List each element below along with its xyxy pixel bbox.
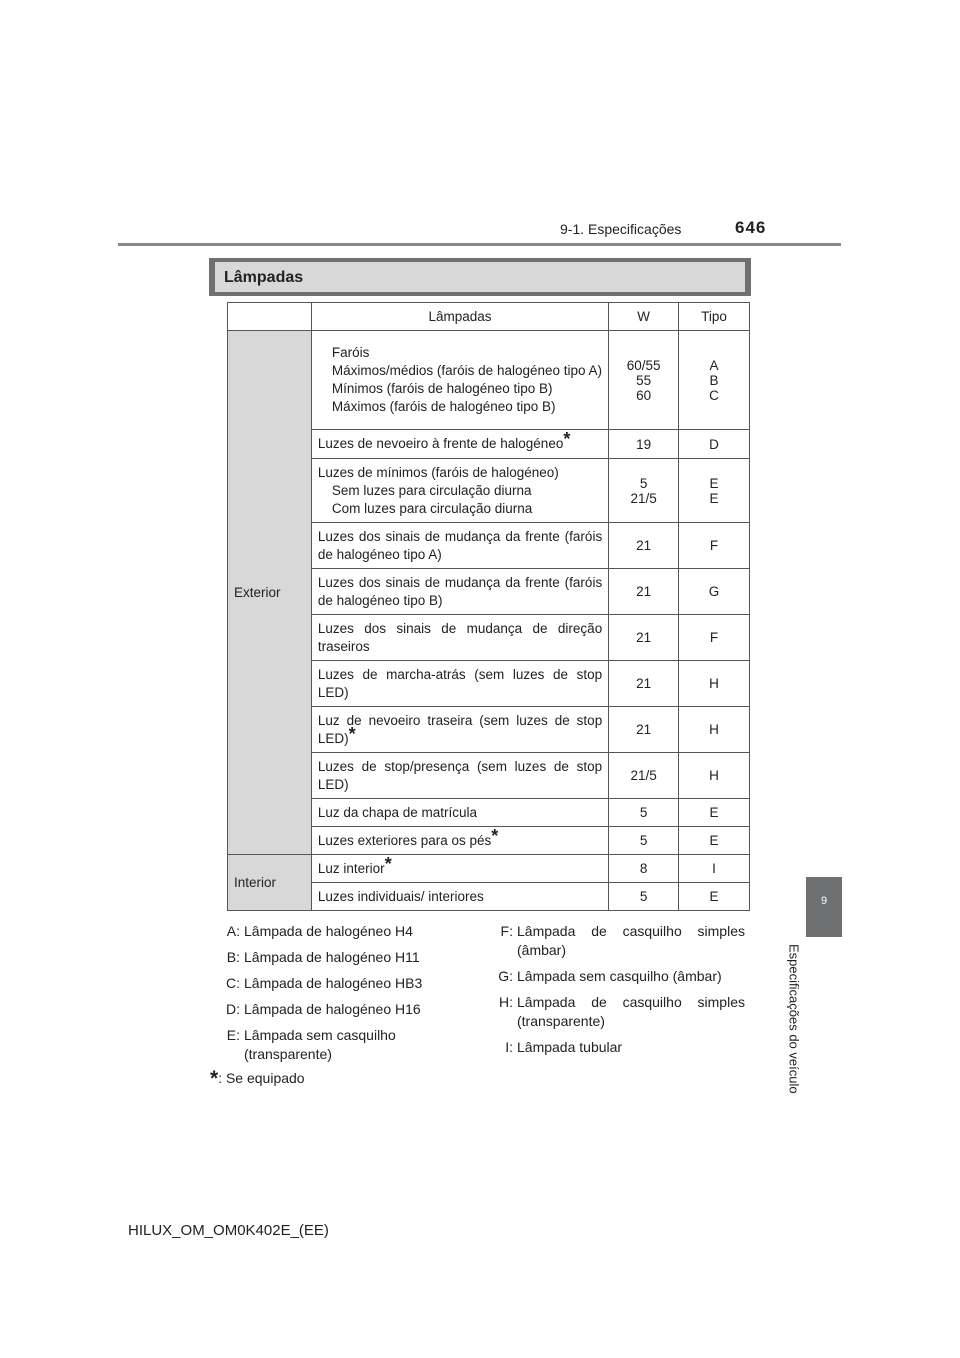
legend-key: F: xyxy=(500,923,513,939)
legend-text: Lâmpada tubular xyxy=(517,1039,623,1055)
legend-item xyxy=(220,1026,450,1064)
wattage-cell xyxy=(609,331,679,430)
type-cell: F xyxy=(679,523,750,569)
bulb-description xyxy=(311,707,608,753)
desc-line: Sem luzes para circulação diurna xyxy=(331,482,532,498)
wattage-cell: 21 xyxy=(609,615,679,661)
chapter-side-label xyxy=(782,944,806,1114)
legend-text: Lâmpada de halogéneo H11 xyxy=(244,949,420,965)
wattage-cell: 5 xyxy=(609,799,679,827)
wattage-cell: 19 xyxy=(609,430,679,459)
type-cell: I xyxy=(679,855,750,883)
desc-line: Máximos (faróis de halogéneo tipo B) xyxy=(331,399,556,414)
legend-key: B: xyxy=(226,949,240,965)
desc-line: Luzes de mínimos (faróis de halogéneo) xyxy=(317,464,559,480)
legend-text: (transparente) xyxy=(517,1013,605,1029)
legend-item xyxy=(493,967,745,986)
chapter-side-label-text: Especificações do veículo xyxy=(786,944,802,1094)
bulb-description xyxy=(311,459,608,523)
type-cell: H xyxy=(679,707,750,753)
type-value: A xyxy=(709,357,719,373)
desc-text: Luzes exteriores para os pés xyxy=(317,832,492,848)
type-value: E xyxy=(709,475,719,491)
wattage-value: 55 xyxy=(636,372,652,388)
document-code: HILUX_OM_OM0K402E_(EE) xyxy=(128,1222,329,1239)
legend-item xyxy=(220,948,450,967)
column-header: Tipo xyxy=(679,303,750,331)
bulb-description xyxy=(311,827,608,855)
bulb-description: Luzes dos sinais de mudança da frente (faróis de halogéneo tipo B) xyxy=(311,569,608,615)
footnote-marker: * xyxy=(563,429,571,449)
footnote-marker: * xyxy=(491,825,499,846)
bulb-description xyxy=(311,855,608,883)
type-cell xyxy=(679,331,750,430)
legend-text: Lâmpada sem casquilho (âmbar) xyxy=(517,968,722,984)
chapter-tab: 9 xyxy=(806,877,842,937)
bulb-description: Luz da chapa de matrícula xyxy=(311,799,608,827)
wattage-value: 60/55 xyxy=(626,357,661,373)
type-value: E xyxy=(709,490,719,506)
table-header-row xyxy=(228,303,750,331)
legend-text: Lâmpada de halogéneo H4 xyxy=(244,923,413,939)
wattage-value: 5 xyxy=(639,475,648,491)
wattage-cell: 21/5 xyxy=(609,753,679,799)
table-row xyxy=(228,331,750,430)
desc-text: Luzes de nevoeiro à frente de halogéneo xyxy=(317,436,564,451)
desc-line: Máximos/médios (faróis de halogéneo tipo A) xyxy=(331,363,603,378)
section-title-header: 9-1. Especificações xyxy=(560,221,682,237)
bulb-description xyxy=(311,430,608,459)
bulb-description: Luzes de marcha-atrás (sem luzes de stop LED) xyxy=(311,661,608,707)
legend-key: I: xyxy=(505,1039,513,1055)
legend-text: Lâmpada de casquilho simples xyxy=(517,923,745,939)
legend-key: E: xyxy=(226,1027,240,1043)
legend-key: C: xyxy=(226,975,240,991)
desc-text: Luz de nevoeiro traseira (sem luzes de stop LED) xyxy=(317,712,603,746)
wattage-cell xyxy=(609,459,679,523)
column-header: Lâmpadas xyxy=(311,303,608,331)
bulb-description: Luzes individuais/ interiores xyxy=(311,883,608,911)
type-value: C xyxy=(709,387,719,403)
type-cell: E xyxy=(679,799,750,827)
legend-key: G: xyxy=(498,968,513,984)
legend-key: H: xyxy=(499,994,513,1010)
desc-text: Luz interior xyxy=(317,860,385,876)
table-corner-cell xyxy=(228,303,312,331)
column-header: W xyxy=(609,303,679,331)
legend-item xyxy=(493,922,745,960)
wattage-cell: 21 xyxy=(609,661,679,707)
legend-text: Lâmpada sem casquilho xyxy=(244,1027,396,1043)
legend-text: Lâmpada de casquilho simples xyxy=(517,994,745,1010)
bulb-description: Luzes dos sinais de mudança da frente (faróis de halogéneo tipo A) xyxy=(311,523,608,569)
section-heading-bar xyxy=(209,258,751,296)
type-cell: H xyxy=(679,661,750,707)
bulbs-table xyxy=(227,302,750,911)
footnote-marker: * xyxy=(210,1067,219,1090)
desc-line: Mínimos (faróis de halogéneo tipo B) xyxy=(331,381,553,396)
wattage-cell: 21 xyxy=(609,569,679,615)
type-cell xyxy=(679,459,750,523)
bulb-description xyxy=(311,331,608,430)
wattage-cell: 5 xyxy=(609,883,679,911)
legend-text: (âmbar) xyxy=(517,942,567,958)
legend-right xyxy=(493,922,745,1064)
section-heading: Lâmpadas xyxy=(215,262,745,292)
legend-item xyxy=(220,1000,450,1019)
legend-key: D: xyxy=(226,1001,240,1017)
legend-item xyxy=(220,974,450,993)
type-cell: E xyxy=(679,827,750,855)
type-cell: H xyxy=(679,753,750,799)
legend-item xyxy=(493,993,745,1031)
type-cell: E xyxy=(679,883,750,911)
legend-item xyxy=(493,1038,745,1057)
footnote xyxy=(210,1067,305,1091)
category-cell: Exterior xyxy=(228,331,312,855)
desc-line: Faróis xyxy=(331,345,370,360)
type-value: B xyxy=(709,372,719,388)
legend-text: Lâmpada de halogéneo H16 xyxy=(244,1001,421,1017)
type-cell: F xyxy=(679,615,750,661)
wattage-cell: 21 xyxy=(609,523,679,569)
wattage-cell: 8 xyxy=(609,855,679,883)
wattage-cell: 21 xyxy=(609,707,679,753)
footnote-marker: * xyxy=(384,853,392,874)
bulb-description: Luzes dos sinais de mudança de direção traseiros xyxy=(311,615,608,661)
bulb-description: Luzes de stop/presença (sem luzes de stop LED) xyxy=(311,753,608,799)
type-cell: G xyxy=(679,569,750,615)
legend-item xyxy=(220,922,450,941)
legend-left xyxy=(220,922,450,1071)
wattage-cell: 5 xyxy=(609,827,679,855)
category-cell: Interior xyxy=(228,855,312,911)
footnote-marker: * xyxy=(348,723,356,744)
table-row xyxy=(228,855,750,883)
legend-text: Lâmpada de halogéneo HB3 xyxy=(244,975,423,991)
header-divider xyxy=(118,243,841,246)
wattage-value: 60 xyxy=(636,387,652,403)
wattage-value: 21/5 xyxy=(630,490,657,506)
legend-key: A: xyxy=(226,923,240,939)
footnote-text: : Se equipado xyxy=(218,1070,305,1086)
legend-text: (transparente) xyxy=(244,1046,332,1062)
page-number: 646 xyxy=(735,218,767,237)
type-cell: D xyxy=(679,430,750,459)
desc-line: Com luzes para circulação diurna xyxy=(331,500,533,516)
